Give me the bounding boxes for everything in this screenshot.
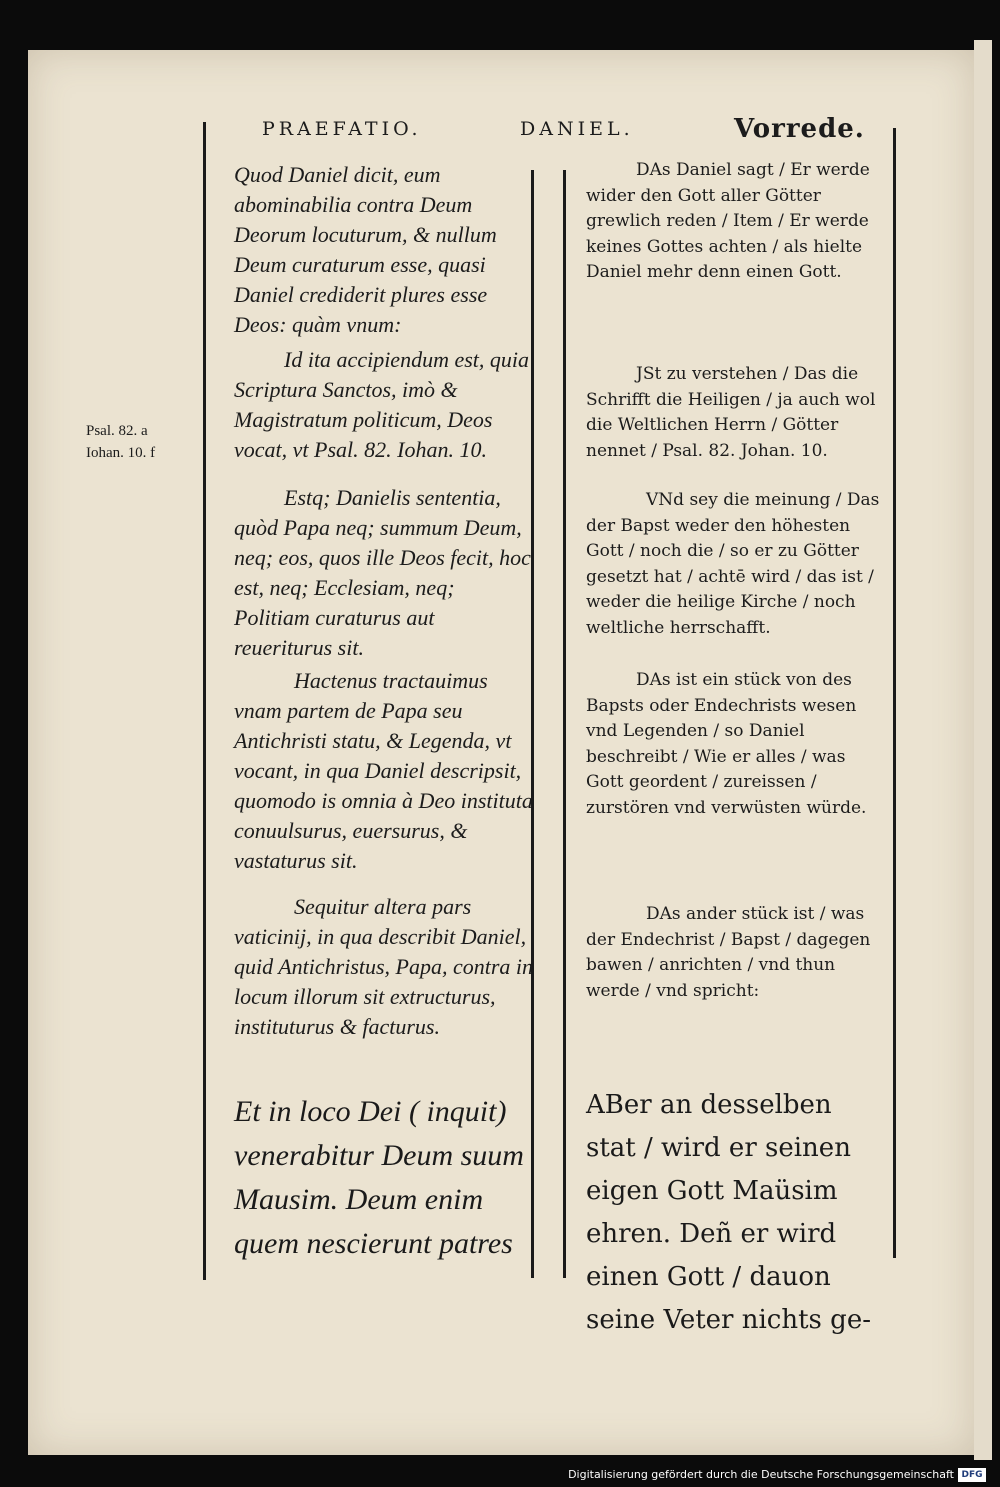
german-paragraph-1-block	[586, 158, 886, 286]
latin-paragraph-1: Quod Daniel dicit, eum abominabilia contra Deum Deorum locuturum, & nullum Deum curaturum esse, quasi Daniel crediderit plures esse Deos: quàm vnum:	[234, 162, 497, 337]
german-paragraph-4: DAs ist ein stück von des Bapsts oder Endechrists wesen vnd Legenden / so Daniel beschreibt / Wie er alles / was Gott geordent / zureissen / zurstören vnd verwüsten würde.	[586, 670, 867, 818]
german-paragraph-5: DAs ander stück ist / was der Endechrist / Bapst / dagegen bawen / anrichten / vnd thun werde / vnd spricht:	[586, 904, 871, 1001]
german-paragraph-3: VNd sey die meinung / Das der Bapst weder den höhesten Gott / noch die / so er zu Götter gesetzt hat / achtē wird / das ist / weder die heilige Kirche / noch weltliche herrschafft.	[586, 490, 880, 638]
center-rule-right	[563, 170, 566, 1278]
latin-paragraph-2: Id ita accipiendum est, quia Scriptura Sanctos, imò & Magistratum politicum, Deos vocat, vt Psal. 82. Iohan. 10.	[234, 347, 530, 462]
footer-text: Digitalisierung gefördert durch die Deutsche Forschungsgemeinschaft	[568, 1468, 954, 1481]
latin-paragraph-4-block	[234, 666, 534, 876]
margin-note-line-2: Iohan. 10. f	[86, 445, 156, 461]
latin-paragraph-2-block	[234, 345, 534, 465]
latin-column	[234, 160, 534, 340]
latin-paragraph-3-block	[234, 483, 534, 663]
latin-scripture-text: Et in loco Dei ( inquit) venerabitur Deum suum Mausim. Deum enim quem nescierunt patres	[234, 1095, 524, 1260]
margin-note-line-1: Psal. 82. a	[86, 423, 148, 439]
header-center: DANIEL.	[520, 118, 634, 140]
latin-paragraph-5: Sequitur altera pars vaticinij, in qua describit Daniel, quid Antichristus, Papa, contra in locum illorum sit extructurus, instituturus & facturus.	[234, 894, 534, 1039]
german-paragraph-5-block	[586, 902, 886, 1004]
latin-paragraph-5-block	[234, 892, 534, 1042]
german-paragraph-2: JSt zu verstehen / Das die Schrifft die Heiligen / ja auch wol die Weltlichen Herrn / Götter nennet / Psal. 82. Johan. 10.	[586, 364, 876, 461]
german-scripture-text: ABer an desselben stat / wird er seinen eigen Gott Maüsim ehren. Deñ er wird einen Gott / dauon seine Veter nichts ge-	[586, 1090, 871, 1335]
page-edge	[974, 40, 992, 1460]
header-right: Vorrede.	[734, 114, 865, 144]
header-left: PRAEFATIO.	[262, 118, 422, 140]
german-paragraph-4-block	[586, 668, 886, 821]
latin-paragraph-4: Hactenus tractauimus vnam partem de Papa seu Antichristi statu, & Legenda, vt vocant, in qua Daniel descripsit, quomodo is omnia à Deo instituta conuulsurus, euersurus, & vastaturus sit.	[234, 668, 533, 873]
margin-note	[86, 420, 196, 464]
dfg-logo-icon: DFG	[958, 1468, 986, 1482]
right-rule	[893, 128, 896, 1258]
german-paragraph-2-block	[586, 362, 886, 464]
german-paragraph-3-block	[586, 488, 886, 641]
left-rule	[203, 122, 206, 1280]
footer	[560, 1467, 990, 1485]
german-paragraph-1: DAs Daniel sagt / Er werde wider den Gott aller Götter grewlich reden / Item / Er werde keines Gottes achten / als hielte Daniel mehr denn einen Gott.	[586, 160, 870, 282]
latin-paragraph-3: Estq; Danielis sententia, quòd Papa neq; summum Deum, neq; eos, quos ille Deos fecit, hoc est, neq; Ecclesiam, neq; Politiam curaturus aut reueriturus sit.	[234, 485, 531, 660]
